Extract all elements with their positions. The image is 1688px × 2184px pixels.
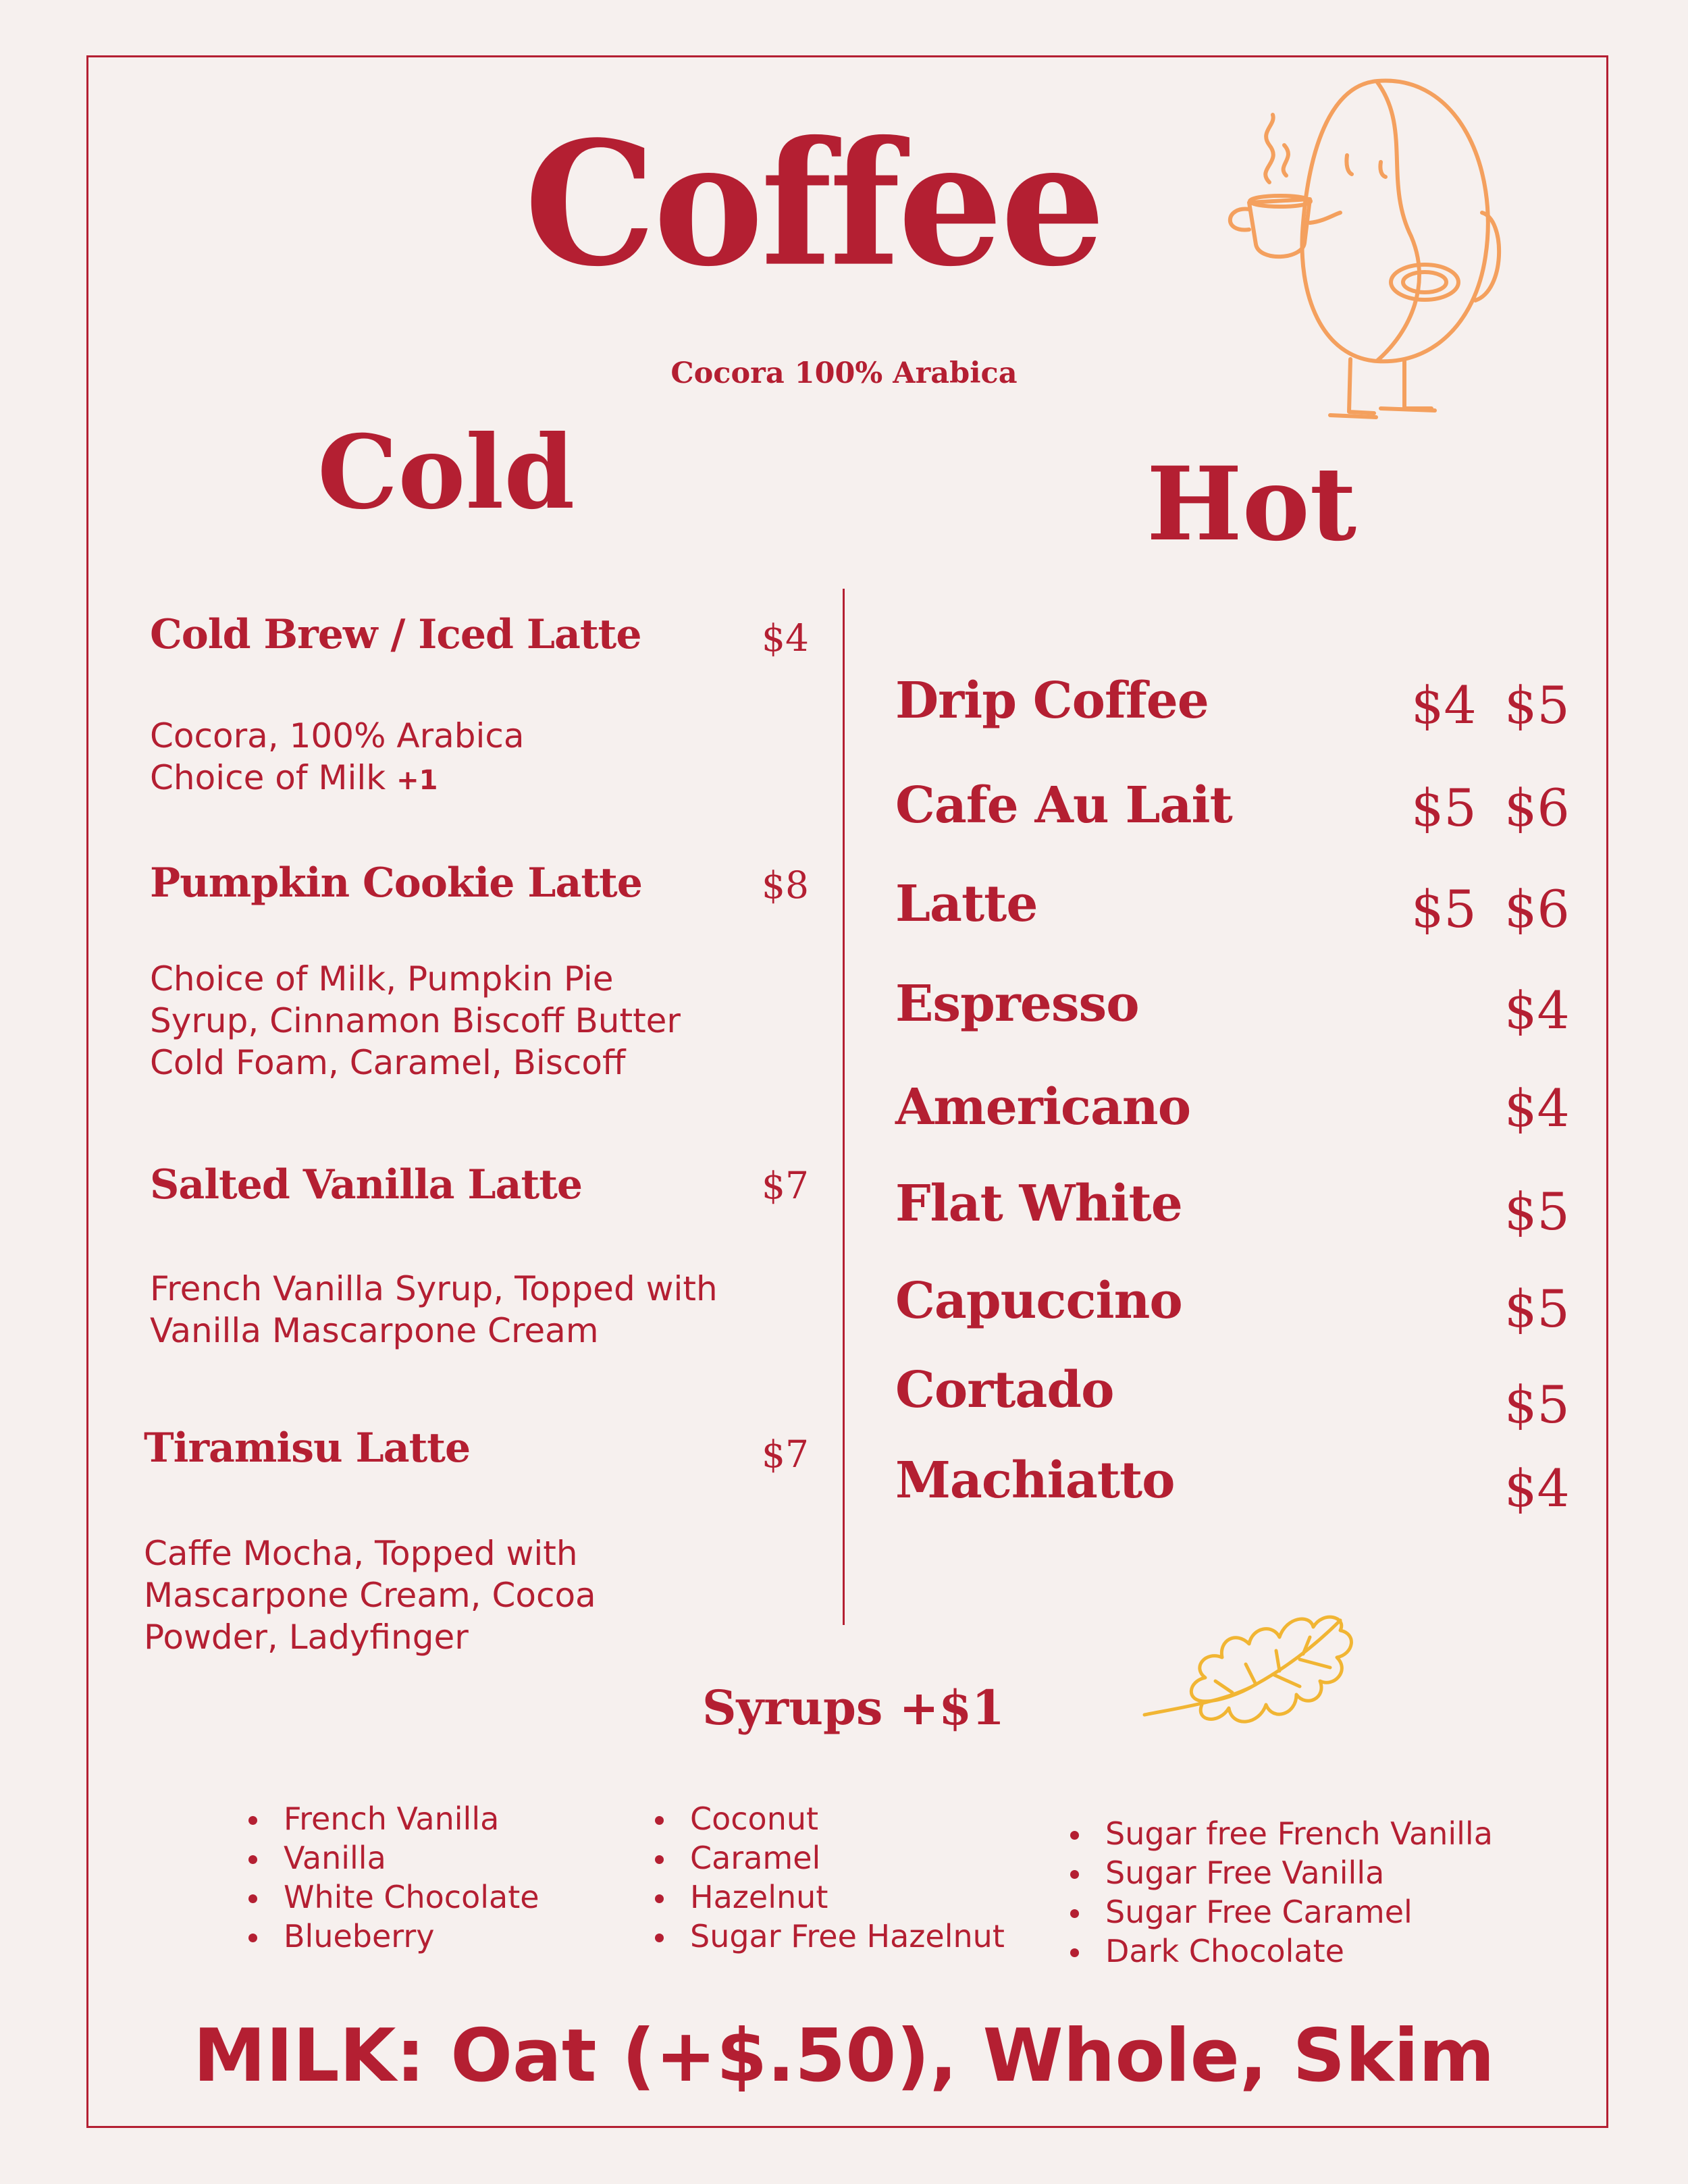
syrup-list: [1065, 1814, 1493, 1971]
cold-item-description: French Vanilla Syrup, Topped with Vanilla Mascarpone Cream: [150, 1269, 718, 1350]
hot-item-price-large: $5: [1504, 675, 1570, 735]
cold-item-name: Pumpkin Cookie Latte: [150, 859, 642, 907]
syrup-item: Dark Chocolate: [1065, 1932, 1493, 1971]
cold-item-description: Caffe Mocha, Topped with Mascarpone Cream, Cocoa Powder, Ladyfinger: [144, 1534, 596, 1657]
column-divider: [843, 589, 845, 1625]
hot-item-name: Cortado: [895, 1361, 1114, 1419]
syrup-item: Blueberry: [243, 1917, 539, 1956]
hot-item-name: Americano: [895, 1078, 1191, 1136]
cold-item-price: $7: [762, 1433, 809, 1476]
hot-item-price-small: $5: [1411, 879, 1477, 939]
cold-item-price: $4: [762, 616, 809, 660]
cold-item-description-line: [150, 757, 525, 801]
cold-item-description-line: Cocora, 100% Arabica: [150, 716, 525, 755]
cold-item-name: Tiramisu Latte: [144, 1424, 471, 1472]
milk-options: MILK: Oat (+$.50), Whole, Skim: [193, 2014, 1495, 2098]
cold-item-price: $7: [762, 1164, 809, 1207]
syrup-item: White Chocolate: [243, 1877, 539, 1917]
cold-item-description: Choice of Milk, Pumpkin Pie Syrup, Cinnamon Biscoff Butter Cold Foam, Caramel, Biscoff: [150, 959, 681, 1082]
cold-item-description: [150, 715, 525, 801]
cold-item-name: Salted Vanilla Latte: [150, 1161, 583, 1208]
hot-item-price: $5: [1504, 1181, 1570, 1242]
syrup-item: Vanilla: [243, 1838, 539, 1877]
page-title: Coffee: [524, 103, 1103, 304]
cold-item-price: $8: [762, 863, 809, 907]
hot-item-price-small: $5: [1411, 778, 1477, 838]
hot-item-name: Latte: [895, 875, 1038, 933]
milk-surcharge: +1: [396, 765, 438, 796]
hot-item-price: $4: [1504, 1458, 1570, 1518]
oak-leaf-icon: [1138, 1600, 1361, 1755]
hot-item-name: Capuccino: [895, 1272, 1182, 1330]
syrup-item: Sugar Free Caramel: [1065, 1892, 1493, 1932]
syrup-item: French Vanilla: [243, 1799, 539, 1838]
hot-item-price: $4: [1504, 980, 1570, 1040]
hot-item-price-small: $4: [1411, 675, 1477, 735]
hot-item-name: Flat White: [895, 1175, 1182, 1233]
hot-item-price: $5: [1504, 1279, 1570, 1339]
syrup-item: Coconut: [650, 1799, 1005, 1838]
cold-item-name: Cold Brew / Iced Latte: [150, 611, 641, 658]
syrups-heading: Syrups +$1: [702, 1680, 1005, 1736]
hot-item-name: Cafe Au Lait: [895, 776, 1232, 834]
hot-item-price-large: $6: [1504, 879, 1570, 939]
hot-section-title: Hot: [1146, 445, 1357, 564]
syrup-item: Sugar Free Hazelnut: [650, 1917, 1005, 1956]
coffee-bean-mascot-icon: [1209, 68, 1533, 432]
syrup-item: Sugar Free Vanilla: [1065, 1853, 1493, 1892]
syrup-list: [243, 1799, 539, 1956]
hot-item-name: Machiatto: [895, 1451, 1175, 1510]
hot-item-name: Espresso: [895, 975, 1139, 1033]
page-subtitle: Cocora 100% Arabica: [670, 356, 1018, 390]
hot-item-price: $4: [1504, 1078, 1570, 1138]
cold-section-title: Cold: [317, 413, 575, 532]
cold-item-description-text: Choice of Milk: [150, 758, 397, 797]
syrup-item: Hazelnut: [650, 1877, 1005, 1917]
syrup-item: Caramel: [650, 1838, 1005, 1877]
hot-item-price-large: $6: [1504, 778, 1570, 838]
hot-item-price: $5: [1504, 1375, 1570, 1435]
hot-item-name: Drip Coffee: [895, 672, 1209, 730]
syrup-list: [650, 1799, 1005, 1956]
syrup-item: Sugar free French Vanilla: [1065, 1814, 1493, 1853]
